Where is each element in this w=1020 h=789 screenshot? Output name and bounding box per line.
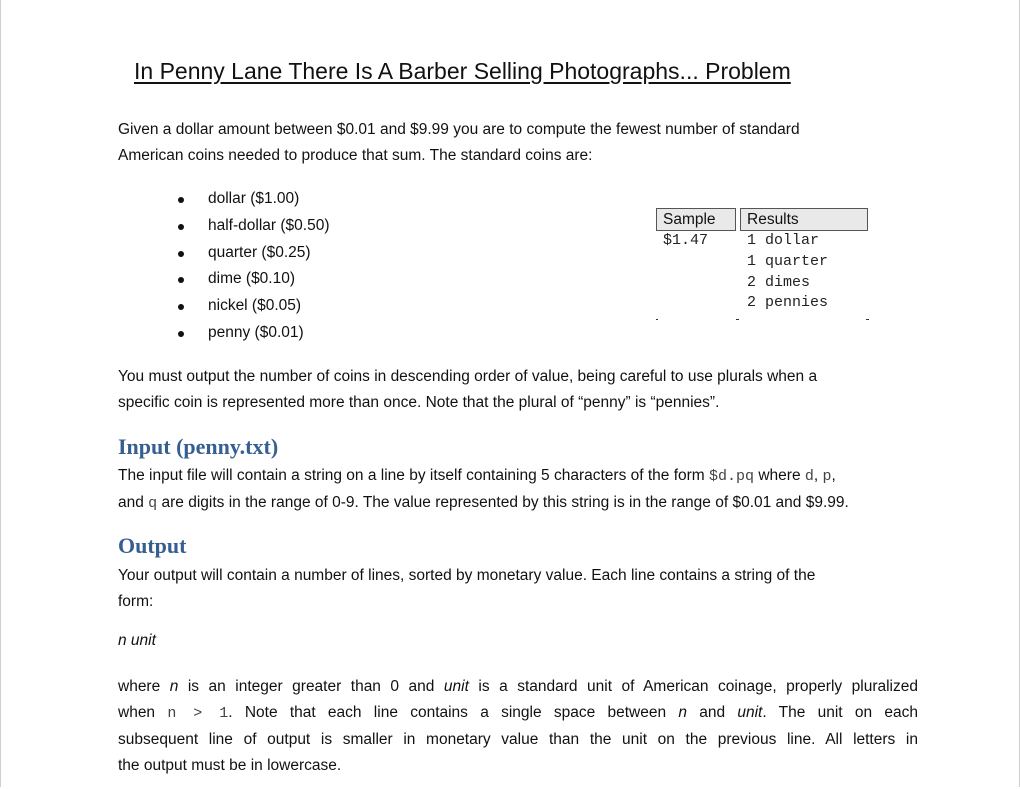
bullet-icon: [178, 224, 184, 230]
output-line-1: Your output will contain a number of lines, sorted by monetary value. Each line contains a string of the: [118, 567, 816, 584]
input-line-2: and q are digits in the range of 0-9. The value represented by this string is in the range of $0.01 and $9.99.: [118, 494, 849, 512]
input-line-1: The input file will contain a string on a line by itself containing 5 characters of the form $d.pq where d, p,: [118, 467, 836, 485]
bullet-icon: [178, 251, 184, 257]
code-p: p: [822, 468, 832, 485]
detail-line-3: subsequent line of output is smaller in monetary value than the unit on the previous line. All letters in: [118, 731, 918, 748]
intro-line-1: Given a dollar amount between $0.01 and $9.99 you are to compute the fewest number of standard: [118, 121, 800, 138]
coin-item-quarter: quarter ($0.25): [178, 240, 329, 267]
coin-item-half-dollar: half-dollar ($0.50): [178, 213, 329, 240]
result-line: 2 dimes: [747, 274, 811, 291]
coin-item-nickel: nickel ($0.05): [178, 293, 329, 320]
result-line: 1 quarter: [747, 253, 829, 270]
bullet-icon: [178, 331, 184, 337]
detail-line-4: the output must be in lowercase.: [118, 757, 342, 774]
table-tick: [736, 319, 739, 320]
sample-value: $1.47: [663, 232, 709, 249]
result-line: 1 dollar: [747, 232, 820, 249]
result-line: 2 pennies: [747, 294, 829, 311]
output-paragraph: [118, 563, 918, 615]
code-d: d: [804, 468, 814, 485]
output-detail-paragraph: [118, 674, 918, 779]
bullet-icon: [178, 304, 184, 310]
ordering-line-2: specific coin is represented more than once. Note that the plural of “penny” is “pennies”.: [118, 394, 720, 411]
intro-paragraph: [118, 117, 918, 169]
input-heading: Input (penny.txt): [118, 434, 279, 459]
coin-item-penny: penny ($0.01): [178, 320, 329, 347]
output-line-2: form:: [118, 593, 154, 610]
detail-line-1: where n is an integer greater than 0 and unit is a standard unit of American coinage, properly pluralized: [118, 678, 918, 695]
ordering-line-1: You must output the number of coins in descending order of value, being careful to use plurals when a: [118, 368, 818, 385]
input-paragraph: [118, 463, 918, 517]
coin-item-dime: dime ($0.10): [178, 266, 329, 293]
code-condition: n > 1: [167, 705, 229, 722]
ordering-paragraph: [118, 364, 918, 416]
page-title: In Penny Lane There Is A Barber Selling Photographs... Problem: [134, 58, 791, 84]
coin-item-dollar: dollar ($1.00): [178, 186, 329, 213]
code-q: q: [148, 495, 158, 512]
table-tick: [656, 319, 658, 320]
sample-header: Sample: [656, 208, 736, 231]
table-tick: [866, 319, 869, 320]
code-form: $d.pq: [709, 468, 755, 485]
results-header: Results: [740, 208, 868, 231]
output-heading: Output: [118, 533, 187, 558]
bullet-icon: [178, 277, 184, 283]
coin-list: [178, 186, 329, 347]
bullet-icon: [178, 197, 184, 203]
detail-line-2: when n > 1. Note that each line contains a single space between n and unit. The unit on each: [118, 704, 918, 722]
output-format: n unit: [118, 632, 156, 649]
intro-line-2: American coins needed to produce that sum. The standard coins are:: [118, 147, 593, 164]
